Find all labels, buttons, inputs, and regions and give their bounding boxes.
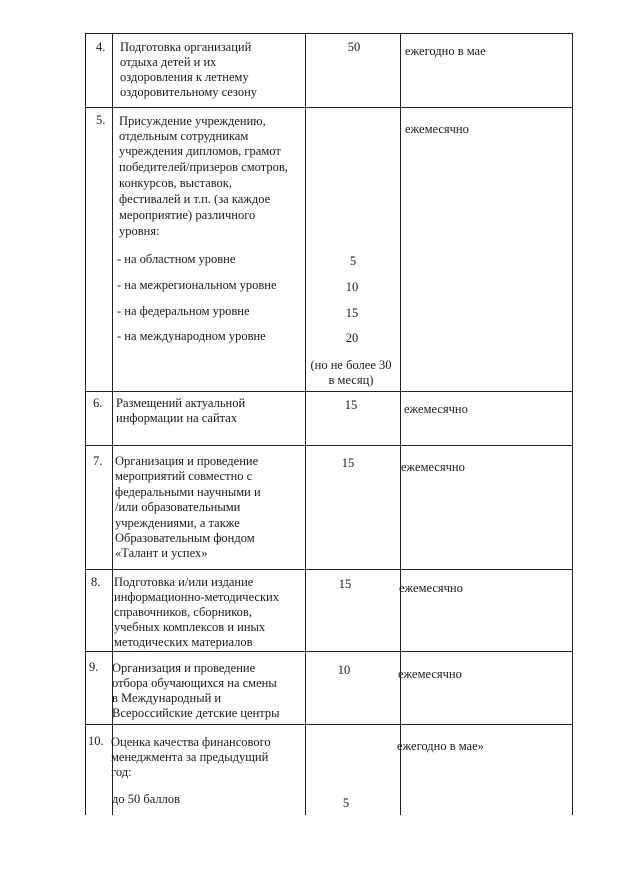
row-divider [85,569,573,570]
row-period: ежегодно в мае [405,44,486,58]
column-divider-description [305,33,306,815]
description-line: Организация и проведение [112,661,256,675]
description-line: оздоровления к летнему [120,70,249,84]
description-line: в Международный и [112,691,222,705]
description-line: федеральными научными и [115,485,261,499]
sub-item-points: 5 [349,254,357,268]
row-divider [85,445,573,446]
description-line: оздоровительному сезону [120,85,258,99]
description-line: Оценка качества финансового [111,735,271,749]
description-line: отдельным сотрудникам [119,129,249,143]
row-period: ежегодно в мае» [397,739,484,753]
row-number: 4. [96,40,106,54]
description-line: информационно-методических [114,590,279,604]
description-line: Подготовка и/или издание [114,575,254,589]
description-line: мероприятие) различного [119,208,256,222]
row-points: 15 [344,398,358,412]
sub-item-label: - на областном уровне [117,252,236,266]
row-divider [85,724,573,725]
sub-item-points: 20 [345,331,359,345]
sub-item-points: 15 [345,306,359,320]
description-line: Организация и проведение [115,454,259,468]
description-line: конкурсов, выставок, [119,176,233,190]
row-divider [85,33,573,34]
description-line: Всероссийские детские центры [112,706,280,720]
description-line: мероприятий совместно с [115,469,253,483]
row-divider [85,107,573,108]
description-line: информации на сайтах [116,411,238,425]
description-line: учреждениями, а также [115,516,240,530]
description-line: Размещений актуальной [116,396,246,410]
row-period: ежемесячно [404,402,468,416]
description-line: уровня: [119,224,160,238]
sub-item-points: 5 [342,796,350,810]
description-line: учебных комплексов и иных [114,620,266,634]
row-period: ежемесячно [405,122,469,136]
row-number: 10. [88,734,104,748]
row-number: 9. [89,660,99,674]
row-period: ежемесячно [398,667,462,681]
description-line: /или образовательными [115,500,241,514]
row-divider [85,651,573,652]
row-number: 7. [93,454,103,468]
row-points: 15 [338,577,352,591]
row-points: 10 [337,663,351,677]
column-divider-points [400,33,401,815]
row-divider [85,391,573,392]
description-line: победителей/призеров смотров, [119,160,288,174]
sub-item-label: - на межрегиональном уровне [117,278,277,292]
table-border-left [85,33,86,815]
description-line: справочников, сборников, [114,605,252,619]
row-number: 5. [96,113,106,127]
points-limit-note: (но не более 30 [310,358,392,372]
description-line: фестивалей и т.п. (за каждое [119,192,271,206]
description-line: отбора обучающихся на смены [112,676,277,690]
table-border-right [572,33,573,815]
row-period: ежемесячно [401,460,465,474]
points-limit-note: в месяц) [328,373,374,387]
row-number: 6. [93,396,103,410]
sub-item-label: - на федеральном уровне [117,304,250,318]
description-line: методических материалов [114,635,253,649]
row-points: 15 [341,456,355,470]
description-line: Подготовка организаций [120,40,252,54]
description-line: «Талант и успех» [115,546,208,560]
row-number: 8. [91,575,101,589]
description-line: Образовательным фондом [115,531,255,545]
row-points: 50 [347,40,361,54]
description-line: Присуждение учреждению, [119,114,266,128]
description-line: учреждения дипломов, грамот [119,144,281,158]
description-line: отдыха детей и их [120,55,217,69]
sub-item-label: до 50 баллов [112,792,181,806]
sub-item-points: 10 [345,280,359,294]
sub-item-label: - на международном уровне [117,329,266,343]
description-line: год: [111,765,132,779]
description-line: менеджмента за предыдущий [111,750,269,764]
row-period: ежемесячно [399,581,463,595]
